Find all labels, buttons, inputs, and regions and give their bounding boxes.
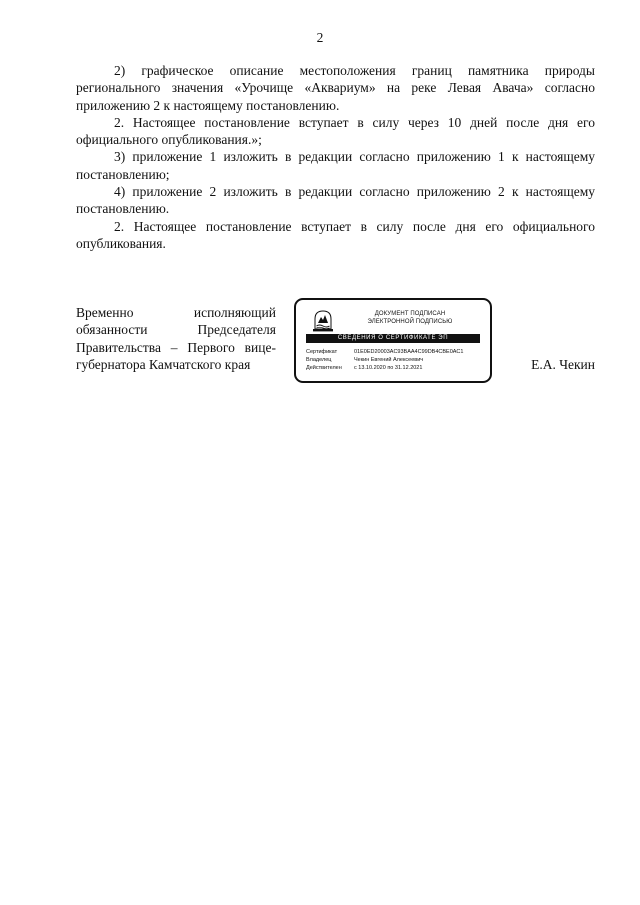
coat-of-arms-icon [312,308,334,332]
stamp-header [340,311,480,326]
paragraph: 2. Настоящее постановление вступает в силу через 10 дней после дня его официального опубликования.»; [76,114,595,148]
stamp-details [306,348,482,372]
paragraph: 4) приложение 2 изложить в редакции согласно приложению 2 к настоящему постановлению. [76,184,595,217]
electronic-signature-stamp [294,298,492,383]
stamp-row [306,364,482,372]
stamp-row-value: с 13.10.2020 по 31.12.2021 [354,365,423,371]
paragraph: 2. Настоящее постановление вступает в силу после дня его официального опубликования. [76,218,595,251]
stamp-row [306,356,482,364]
signer-name: Е.А. Чекин [531,357,595,372]
paragraph: 2) графическое описание местоположения границ памятника природы регионального значения «Урочище «Аквариум» на реке Левая Авача» согласно приложению 2 к настоящему постановлению. [76,63,595,113]
document-body [76,62,595,252]
stamp-row-label: Действителен [306,365,342,371]
stamp-header-line: ДОКУМЕНТ ПОДПИСАН [374,311,446,317]
signer-position-line: обязанности Председателя [76,322,276,338]
page-number: 2 [316,30,324,45]
stamp-row-label: Сертификат [306,349,338,355]
paragraph: 3) приложение 1 изложить в редакции согласно приложению 1 к настоящему постановлению; [76,149,595,182]
signer-position [76,304,276,374]
stamp-row-value: Чекин Евгений Алексеевич [354,357,424,363]
signer-position-line: губернатора Камчатского края [76,357,251,373]
signer-position-line: Правительства – Первого вице- [76,339,276,355]
stamp-row-label: Владелец [306,357,332,363]
stamp-title-bar: СВЕДЕНИЯ О СЕРТИФИКАТЕ ЭП [306,334,480,343]
signer-position-line: Временно исполняющий [76,305,276,320]
stamp-row-value: 01E0ED20003AC93BAA4C99DB4CBE0AC1 [354,349,464,355]
stamp-row [306,348,482,356]
stamp-header-line: ЭЛЕКТРОННОЙ ПОДПИСЬЮ [367,318,453,325]
